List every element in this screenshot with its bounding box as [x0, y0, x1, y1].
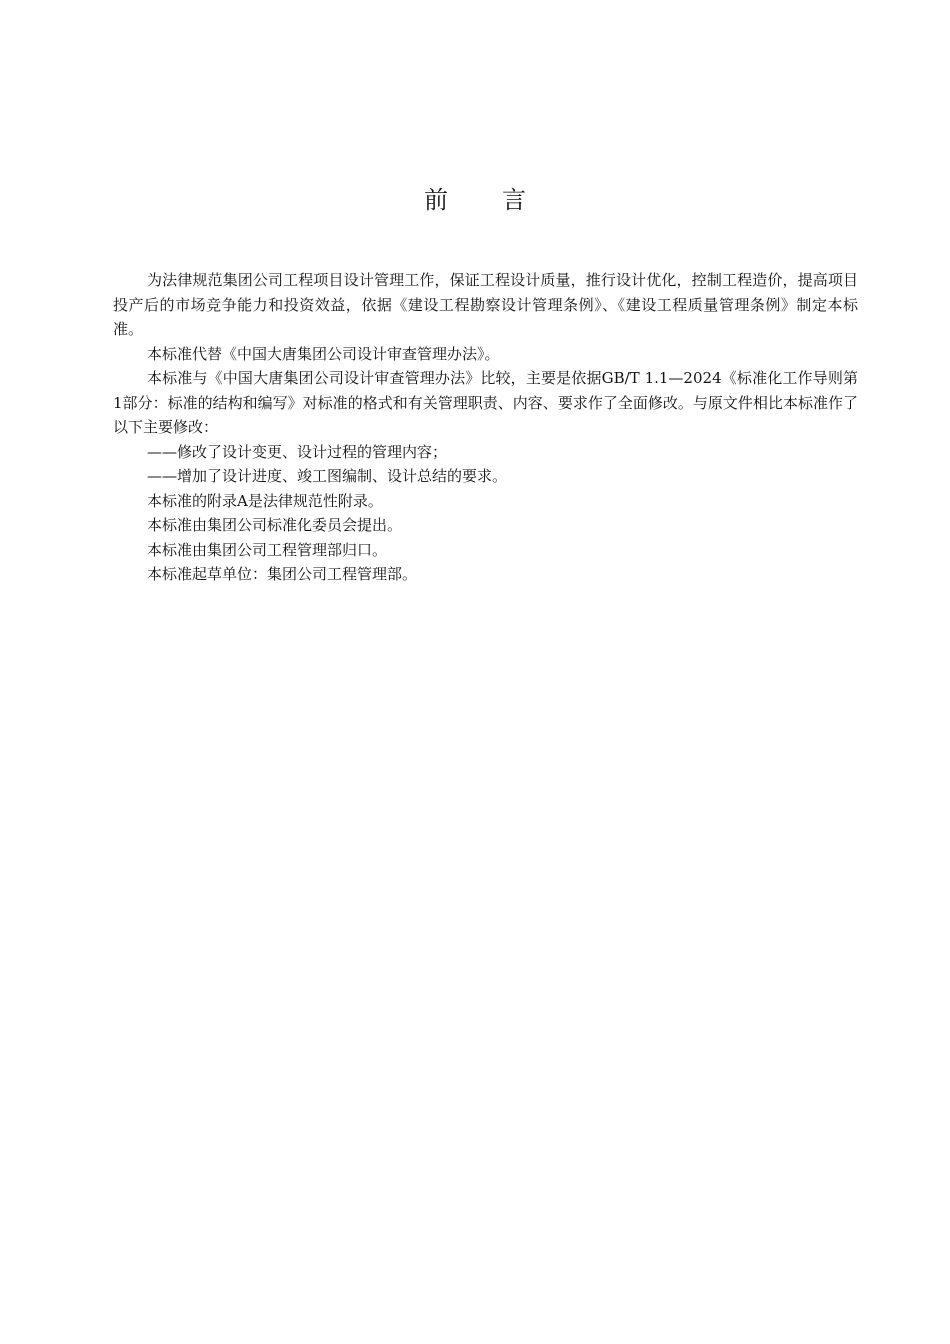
paragraph-replaces: 本标准代替《中国大唐集团公司设计审查管理办法》。: [147, 344, 500, 363]
paragraph-appendix: 本标准的附录A是法律规范性附录。: [147, 491, 383, 510]
paragraph-proposed-by: 本标准由集团公司标准化委员会提出。: [147, 516, 403, 534]
paragraph-purpose: 为法律规范集团公司工程项目设计管理工作，保证工程设计质量，推行设计优化，控制工程造价，提高项目投产后的市场竞争能力和投资效益，依据《建设工程勘察设计管理条例》、《建设工程质量管理条例》制定本标准。: [113, 271, 858, 338]
page-title: 前言: [424, 186, 580, 214]
paragraph-managed-by: 本标准由集团公司工程管理部归口。: [147, 540, 388, 559]
paragraph-drafted-by: 本标准起草单位：集团公司工程管理部。: [147, 565, 418, 583]
paragraph-comparison: 本标准与《中国大唐集团公司设计审查管理办法》比较，主要是依据GB/T 1.1—2024《标准化工作导则第1部分：标准的结构和编写》对标准的格式和有关管理职责、内容、要求作了全面修改。与原文件相比本标准作了以下主要修改：: [113, 369, 858, 436]
list-item-change-2: ——增加了设计进度、竣工图编制、设计总结的要求。: [147, 467, 508, 485]
list-item-change-1: ——修改了设计变更、设计过程的管理内容；: [147, 442, 448, 461]
foreword-body: [113, 268, 858, 587]
